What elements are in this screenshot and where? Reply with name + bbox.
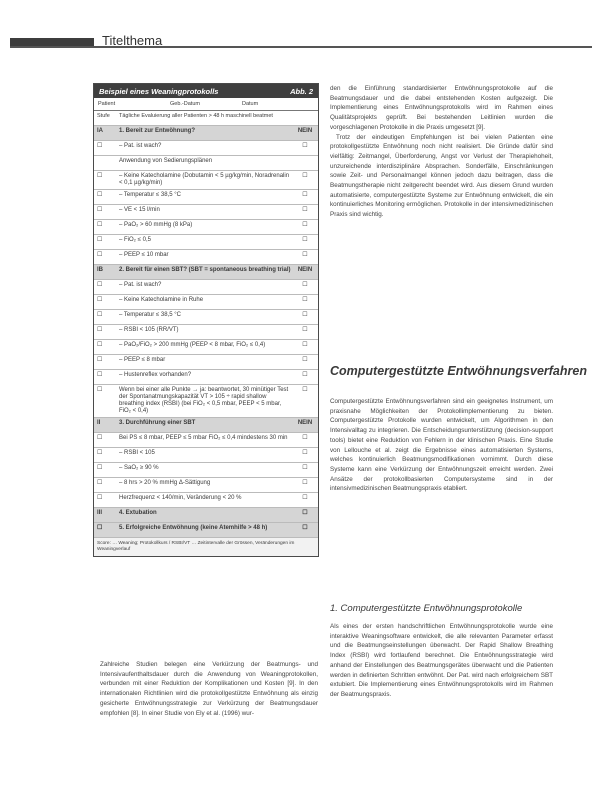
- protocol-row: [94, 171, 318, 190]
- row-criterion: – Hustenreflex vorhanden?: [119, 372, 192, 378]
- row-criterion: – Keine Katecholamine in Ruhe: [119, 297, 204, 303]
- row-stage: ☐: [97, 342, 103, 348]
- row-stage: ☐: [97, 297, 103, 303]
- row-stage: ☐: [97, 237, 103, 243]
- row-criterion: 3. Durchführung einer SBT: [119, 420, 196, 426]
- row-stage: ☐: [97, 207, 103, 213]
- protocol-row: [94, 493, 318, 508]
- row-stage: IB: [97, 267, 103, 273]
- protocol-row: [94, 190, 318, 205]
- page-topic: Titelthema: [102, 33, 163, 48]
- row-check: ☐: [302, 495, 308, 501]
- paragraph: Trotz der eindeutigen Empfehlungen ist bei vielen Patienten eine protokollgestützte Entwöhnung noch nicht realisiert. Die Gründe dafür sind vielfältig: Zeitmangel, Überforderung, Angst vor Verlust der Therapiehoheit, unzureichende interdisziplinäre Absprachen. Sonderfälle, Einschränkungen sowie Zeit- und Personalmangel können jedoch dazu beitragen, dass die Beatmungstherapie nicht zeitgerecht beendet wird. Aus diesem Grund wurden automatisierte, computergestützte Systeme zur Entwöhnung entwickelt, die ein kontinuierliches Monitoring ermöglichen. Protokolle in der intensivmedizinischen Praxis sind wichtig.: [330, 133, 553, 219]
- row-check: ☐: [302, 237, 308, 243]
- protocol-header: [94, 84, 318, 98]
- row-criterion: – SaO₂ ≥ 90 %: [119, 465, 159, 471]
- row-check: ☐: [302, 480, 308, 486]
- protocol-section-row: [94, 418, 318, 433]
- protocol-row: [94, 250, 318, 265]
- protocol-row: [94, 478, 318, 493]
- subsection-heading: 1. Computergestützte Entwöhnungsprotokolle: [330, 603, 523, 614]
- col-stage: Stufe: [97, 113, 110, 119]
- row-check: ☐: [302, 342, 308, 348]
- row-stage: ☐: [97, 435, 103, 441]
- row-criterion: – PEEP ≤ 10 mbar: [119, 252, 169, 258]
- row-criterion: – PEEP ≤ 8 mbar: [119, 357, 166, 363]
- row-check: ☐: [302, 207, 308, 213]
- protocol-footnote: Score: … Weaning; Protokollkurs / RSBI/VT … Zeitintervalle der Grössen, Veränderungen im Weaningverlauf: [94, 538, 318, 556]
- row-check: ☐: [302, 465, 308, 471]
- row-check: ☐: [302, 525, 308, 531]
- row-check: ☐: [302, 222, 308, 228]
- meta-birthdate: Geb.-Datum: [170, 101, 200, 107]
- protocol-row: [94, 325, 318, 340]
- protocol-section-row: [94, 126, 318, 141]
- col-evaluation: Tägliche Evaluierung aller Patienten > 48 h maschinell beatmet: [119, 113, 273, 119]
- row-check: ☐: [302, 312, 308, 318]
- protocol-section-row: [94, 508, 318, 523]
- protocol-row: [94, 141, 318, 156]
- protocol-title: Beispiel eines Weaningprotokolls: [99, 86, 219, 96]
- row-criterion: – PaO₂/FiO₂ > 200 mmHg (PEEP < 8 mbar, FiO₂ ≤ 0,4): [119, 342, 266, 348]
- right-column-text-3: [330, 622, 553, 700]
- protocol-row: [94, 295, 318, 310]
- row-stage: ☐: [97, 282, 103, 288]
- protocol-row: [94, 448, 318, 463]
- protocol-row: [94, 280, 318, 295]
- weaning-protocol-box: [93, 83, 319, 557]
- row-stage: ☐: [97, 252, 103, 258]
- row-check: ☐: [302, 327, 308, 333]
- protocol-row: [94, 433, 318, 448]
- protocol-row: [94, 205, 318, 220]
- row-check: ☐: [302, 450, 308, 456]
- row-check: ☐: [302, 252, 308, 258]
- row-stage: III: [97, 510, 103, 516]
- row-stage: ☐: [97, 525, 103, 531]
- protocol-meta: [94, 98, 318, 111]
- row-check: ☐: [302, 357, 308, 363]
- protocol-row: [94, 340, 318, 355]
- paragraph: den die Einführung standardisierter Entwöhnungsprotokolle auf die Beatmungsdauer und die dabei entstehenden Kosten aufgezeigt. Die Implementierung eines Entwöhnungsprotokolls wird im Rahmen eines Qualitätsprojekts geprüft. Bei bestehenden Leitlinien wurden die vorgeschlagenen Protokolle in die Praxis umgesetzt [9].: [330, 85, 553, 131]
- row-stage: ☐: [97, 495, 103, 501]
- header-rule: [10, 46, 592, 48]
- row-criterion: – Pat. ist wach?: [119, 282, 162, 288]
- paragraph: Zahlreiche Studien belegen eine Verkürzung der Beatmungs- und Intensivaufenthaltsdauer durch die Anwendung von Weaningprotokollen, verbunden mit einer Reduktion der Komplikationen und Kosten [9]. In den internationalen Richtlinien wird die protokollgestützte Entwöhnung als einzig gesicherte Entwöhnungsstrategie zur Verkürzung der Beatmungsdauer empfohlen [8]. In einer Studie von Ely et al. (1996) wur-: [100, 661, 318, 717]
- protocol-row: [94, 355, 318, 370]
- row-stage: ☐: [97, 357, 103, 363]
- meta-patient: Patient: [98, 101, 116, 107]
- row-criterion: Herzfrequenz < 140/min, Veränderung < 20 %: [119, 495, 242, 501]
- protocol-row: [94, 370, 318, 385]
- paragraph: Als eines der ersten handschriftlichen Entwöhnungsprotokolle wurde eine interaktive Weaningsoftware entwickelt, die alle relevanten Parameter erfasst und die Beatmungseinstellungen überwacht. Der Rapid Shallow Breathing Index (RSBI) wird fortlaufend berechnet. Die Entwöhnungsstrategie wird anhand der Einstellungen des Beatmungsgerätes überwacht und die Patienten werden in definierten Schritten entwöhnt. Der Pat. wird nach erfolgreichem SBT extubiert. Die Implementierung eines Entwöhnungsprotokolls wird im Rahmen der Beatmungspraxis.: [330, 623, 553, 698]
- protocol-section-row: [94, 265, 318, 280]
- row-criterion: Wenn bei einer alle Punkte → ja: beantwortet, 30 minütiger Test der Spontanatmungskapazität VT > 105 ÷ rapid shallow breathing index (RSBI) (bei FiO₂ < 0,5 mbar, PEEP < 5 mbar, FiO₂ < 0,4): [119, 387, 289, 414]
- row-criterion: – Pat. ist wach?: [119, 143, 162, 149]
- row-criterion: 2. Bereit für einen SBT? (SBT = spontaneous breathing trial): [119, 267, 291, 273]
- row-check: ☐: [302, 372, 308, 378]
- protocol-column-header: [94, 111, 318, 126]
- row-check: NEIN: [297, 420, 313, 426]
- protocol-row: [94, 156, 318, 171]
- protocol-rows: [94, 126, 318, 538]
- row-stage: ☐: [97, 222, 103, 228]
- meta-date: Datum: [242, 101, 259, 107]
- row-check: ☐: [302, 173, 308, 179]
- row-stage: IA: [97, 128, 103, 134]
- protocol-row: [94, 463, 318, 478]
- row-check: ☐: [302, 387, 308, 393]
- right-column-text: [330, 84, 553, 220]
- row-stage: ☐: [97, 192, 103, 198]
- row-criterion: 5. Erfolgreiche Entwöhnung (keine Atemhilfe > 48 h): [119, 525, 268, 531]
- protocol-row: [94, 220, 318, 235]
- row-stage: ☐: [97, 480, 103, 486]
- row-criterion: Anwendung von Sedierungsplänen: [119, 158, 213, 164]
- row-criterion: – PaO₂ > 60 mmHg (8 kPa): [119, 222, 193, 228]
- row-stage: ☐: [97, 327, 103, 333]
- row-check: NEIN: [297, 267, 313, 273]
- section-heading: Computergestützte Entwöhnungsverfahren: [330, 364, 587, 378]
- protocol-label: Abb. 2: [290, 86, 313, 96]
- row-criterion: – Temperatur ≤ 38,5 °C: [119, 312, 181, 318]
- row-check: NEIN: [297, 128, 313, 134]
- row-check: ☐: [302, 282, 308, 288]
- row-criterion: – 8 hrs > 20 % mmHg Δ-Sättigung: [119, 480, 211, 486]
- row-check: ☐: [302, 192, 308, 198]
- row-check: ☐: [302, 435, 308, 441]
- row-check: ☐: [302, 297, 308, 303]
- row-stage: ☐: [97, 143, 103, 149]
- right-column-text-2: [330, 397, 553, 494]
- row-criterion: – Temperatur ≤ 38,5 °C: [119, 192, 181, 198]
- row-criterion: – RSBI < 105 (RR/VT): [119, 327, 179, 333]
- row-check: ☐: [302, 143, 308, 149]
- row-stage: ☐: [97, 465, 103, 471]
- row-criterion: – Keine Katecholamine (Dobutamin < 5 µg/kg/min, Noradrenalin < 0,1 µg/kg/min): [119, 173, 290, 186]
- row-criterion: Bei PS ≤ 8 mbar, PEEP ≤ 5 mbar FiO₂ ≤ 0,4 mindestens 30 min: [119, 435, 288, 441]
- row-criterion: 4. Extubation: [119, 510, 157, 516]
- protocol-row: [94, 385, 318, 418]
- paragraph: Computergestützte Entwöhnungsverfahren sind ein geeignetes Instrument, um praxisnahe Möglichkeiten der Protokollimplementierung zu bieten. Computergestützte Protokolle wurden entwickelt, um Algorithmen in den Intensivalltag zu integrieren. Die Entscheidungsunterstützung (decision-support tools) bietet eine Reduktion von Fehlern in der klinischen Praxis. Eine Studie von Lellouche et al. zeigt die Ergebnisse eines automatisierten Systems, welches kontinuierlich Beatmungsmodifikationen vornimmt. Durch diese Systeme kann eine Verkürzung der Entwöhnungszeit erreicht werden. Zwei Ansätze der protokollbasierten Computersysteme sind in der intensivmedizinischen Beatmungspraxis etabliert.: [330, 398, 553, 493]
- row-stage: II: [97, 420, 101, 426]
- protocol-row: [94, 310, 318, 325]
- protocol-row: [94, 235, 318, 250]
- row-stage: ☐: [97, 450, 103, 456]
- row-criterion: – RSBI < 105: [119, 450, 155, 456]
- protocol-section-row: [94, 523, 318, 538]
- row-stage: ☐: [97, 387, 103, 393]
- row-stage: ☐: [97, 173, 103, 179]
- row-check: ☐: [302, 510, 308, 516]
- left-column-text: [100, 660, 318, 718]
- row-stage: ☐: [97, 372, 103, 378]
- row-criterion: – FiO₂ ≤ 0,5: [119, 237, 151, 243]
- row-criterion: 1. Bereit zur Entwöhnung?: [119, 128, 195, 134]
- row-criterion: – VE < 15 l/min: [119, 207, 160, 213]
- row-stage: ☐: [97, 312, 103, 318]
